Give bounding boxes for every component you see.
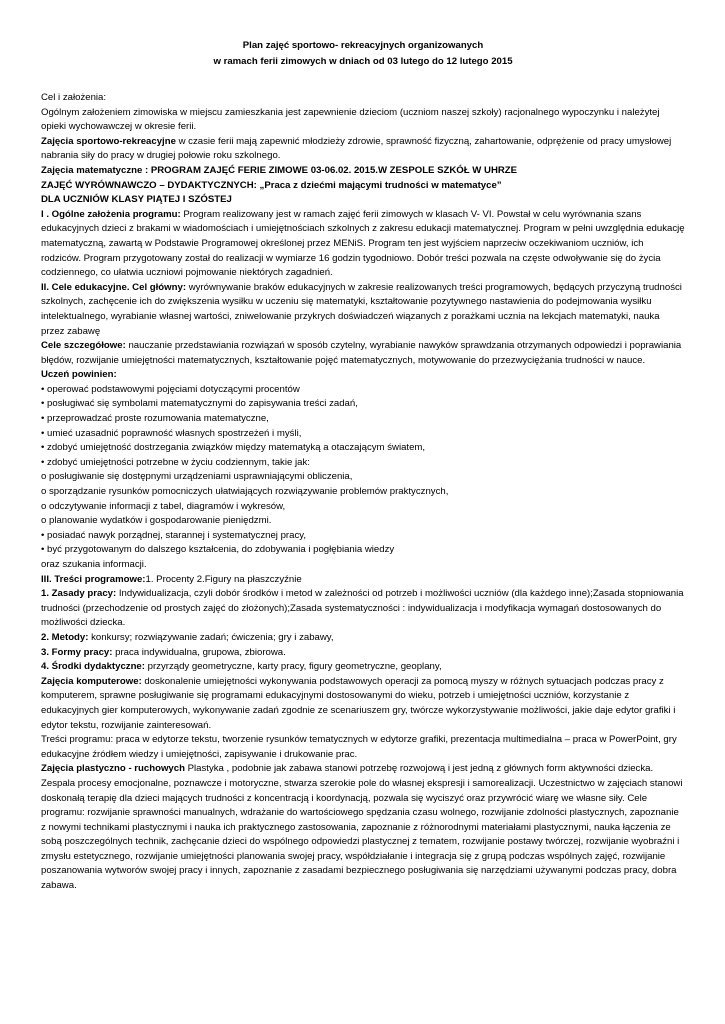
paragraph-text: Indywidualizacja, czyli dobór środków i metod w zależności od potrzeb i możliwości uczniów (dla każdego inne);Zasada stopniowania trudności (przechodzenie od prostych zajęć do złożonych);Zasada systematyczności : indywidualizacja i modyfikacja wymagań dostosowanych do możliwości dziecka.	[41, 588, 684, 629]
paragraph-text: • posiadać nawyk porządnej, starannej i systematycznej pracy,	[41, 529, 307, 541]
paragraph-text: praca indywidualna, grupowa, zbiorowa.	[112, 646, 286, 658]
paragraph-emphasis: II. Cele edukacyjne. Cel główny:	[41, 281, 187, 293]
paragraph-text: przyrządy geometryczne, karty pracy, figury geometryczne, geoplany,	[144, 661, 442, 673]
paragraph-emphasis: 3. Formy pracy:	[41, 646, 113, 658]
paragraph	[41, 631, 685, 646]
title-line-1: Plan zajęć sportowo- rekreacyjnych organizowanych	[242, 40, 484, 51]
paragraph-text: doskonalenie umiejętności wykonywania podstawowych operacji za pomocą myszy w różnych sytuacjach podczas pracy z komputerem, sprawne posługiwanie się programami edukacyjnymi dostosowanymi do wieku, potrzeb i umiejętności uczniów, korzystanie z edukacyjnych gier komputerowych, wykonywanie zadań zgodnie ze scenariuszem gry, twórcze wykorzystywanie możliwości, jakie daje edytor grafiki i edytor tekstu, rozwijanie zainteresowań.	[41, 675, 676, 731]
paragraph	[41, 179, 685, 194]
document-title	[41, 38, 685, 69]
paragraph-emphasis: Zajęcia matematyczne : PROGRAM ZAJĘĆ FERIE ZIMOWE 03-06.02. 2015.W ZESPOLE SZKÓŁ W UHRZE	[41, 164, 518, 176]
paragraph-text: nauczanie przedstawiania rozwiązań w sposób czytelny, wyrabianie nawyków sprawdzania otrzymanych odpowiedzi i poprawiania błędów, rozwijanie umiejętności matematycznych, kształtowanie pojęć matematycznych, motywowanie do przezwyciężania trudności w nauce.	[41, 340, 682, 366]
paragraph-text: w czasie ferii mają zapewnić młodzieży zdrowie, sprawność fizyczną, zahartowanie, odprężenie od pracy umysłowej nabrania siły do pracy w drugiej połowie roku szkolnego.	[41, 135, 672, 162]
paragraph-text: o odczytywanie informacji z tabel, diagramów i wykresów,	[41, 500, 286, 512]
paragraph-emphasis: I . Ogólne założenia programu:	[41, 208, 181, 220]
paragraph-text: o planowanie wydatków i gospodarowanie pieniędzmi.	[41, 515, 272, 527]
paragraph	[41, 573, 685, 588]
paragraph	[41, 646, 685, 661]
paragraph	[41, 733, 685, 762]
paragraph-text: • posługiwać się symbolami matematycznymi do zapisywania treści zadań,	[41, 398, 358, 410]
paragraph	[41, 660, 685, 675]
paragraph-text: • zdobyć umiejętność dostrzegania związków między matematyką a otaczającym światem,	[41, 442, 426, 454]
paragraph	[41, 135, 685, 164]
paragraph-text: Ogólnym założeniem zimowiska w miejscu zamieszkania jest zapewnienie dzieciom (uczniom naszej szkoły) racjonalnego wypoczynku i należytej opieki wychowawczej w okresie ferii.	[41, 106, 660, 133]
paragraph-text: Treści programu: praca w edytorze tekstu, tworzenie rysunków tematycznych w edytorze grafiki, prezentacja multimedialna – praca w PowerPoint, gry edukacyjne źródłem wiedzy i umiejętności, zapisywanie i drukowanie prac.	[41, 734, 677, 760]
paragraph-text: • przeprowadzać proste rozumowania matematyczne,	[41, 413, 269, 425]
paragraph-text: 1. Procenty 2.Figury na płaszczyźnie	[145, 573, 302, 585]
paragraph	[41, 762, 685, 893]
paragraph	[41, 281, 685, 339]
paragraph	[41, 529, 685, 544]
paragraph	[41, 500, 685, 515]
paragraph-text: konkursy; rozwiązywanie zadań; ćwiczenia; gry i zabawy,	[88, 631, 334, 643]
paragraph	[41, 543, 685, 558]
title-line-2: w ramach ferii zimowych w dniach od 03 lutego do 12 lutego 2015	[213, 55, 513, 67]
paragraph	[41, 587, 685, 631]
document-body	[41, 91, 685, 894]
paragraph-emphasis: ZAJĘĆ WYRÓWNAWCZO – DYDAKTYCZNYCH: „Praca z dziećmi mającymi trudności w matematyce”	[41, 179, 502, 191]
paragraph	[41, 470, 685, 485]
paragraph-emphasis: Zajęcia sportowo-rekreacyjne	[41, 135, 176, 147]
paragraph-emphasis: Zajęcia komputerowe:	[41, 675, 142, 687]
paragraph-text: Program realizowany jest w ramach zajęć ferii zimowych w klasach V- VI. Powstał w celu wyrównania szans edukacyjnych dzieci z brakami w wiadomościach i umiejętnościach szkolnych z zakresu edukacji matematycznej. Program w pełni uwzględnia edukację matematyczną, zawartą w Podstawie Programowej określonej przez MENiS. Program ten jest wyjściem naprzeciw oczekiwaniom uczniów, ich rodziców. Program przygotowany został do realizacji w wymiarze 16 godzin tygodniowo. Dobór treści pozwala na częste odwoływanie się do życia codziennego, co ułatwia uczniowi pojmowanie niektórych zagadnień.	[41, 208, 685, 279]
paragraph	[41, 558, 685, 573]
paragraph	[41, 412, 685, 427]
paragraph-text: • operować podstawowymi pojęciami dotyczącymi procentów	[41, 383, 300, 395]
paragraph	[41, 91, 685, 106]
paragraph	[41, 397, 685, 412]
paragraph	[41, 441, 685, 456]
paragraph	[41, 675, 685, 733]
paragraph-text: • umieć uzasadnić poprawność własnych spostrzeżeń i myśli,	[41, 427, 302, 439]
paragraph	[41, 485, 685, 500]
paragraph-text: o posługiwanie się dostępnymi urządzeniami usprawniającymi obliczenia,	[41, 471, 353, 483]
paragraph-emphasis: 2. Metody:	[41, 631, 89, 643]
paragraph-emphasis: Uczeń powinien:	[41, 369, 117, 381]
paragraph	[41, 164, 685, 179]
paragraph	[41, 193, 685, 208]
paragraph	[41, 208, 685, 281]
paragraph	[41, 456, 685, 471]
paragraph-emphasis: DLA UCZNIÓW KLASY PIĄTEJ I SZÓSTEJ	[41, 194, 232, 206]
paragraph-text: Cel i założenia:	[41, 92, 107, 103]
paragraph-text: • zdobyć umiejętności potrzebne w życiu codziennym, takie jak:	[41, 456, 310, 468]
paragraph	[41, 383, 685, 398]
paragraph	[41, 106, 685, 135]
paragraph-text: oraz szukania informacji.	[41, 559, 147, 570]
paragraph-text: Plastyka , podobnie jak zabawa stanowi potrzebę rozwojową i jest jedną z głównych form aktywności dziecka. Zespala procesy emocjonalne, poznawcze i motoryczne, stwarza szerokie pole do własnej ekspresji i samorealizacji. Uczestnictwo w zajęciach stanowi doskonałą terapię dla dzieci mających trudności z koncentracją i koordynacją, pozwala się wyciszyć oraz przywrócić wiarę we własne siły. Cele programu: rozwijanie sprawności manualnych, wdrażanie do wartościowego spędzania czasu wolnego, rozwijanie zdolności plastycznych, zapoznanie z nowymi technikami plastycznymi i nauka ich praktycznego zastosowania, zapoznanie z różnorodnymi materiałami plastycznymi, nauka łączenia ze sobą poszczególnych technik, zachęcanie dzieci do wspólnego odpowiedzi plastycznej z tematem, rozwijanie postawy twórczej, rozwijanie wyobraźni i zmysłu estetycznego, rozwijanie umiejętności planowania swojej pracy, współdziałanie i integracja się z grupą podczas wspólnych zajęć, rozwijanie poszanowania wytworów swojej pracy i innych, zapoznanie z zasadami bezpiecznego posługiwania się narzędziami używanymi podczas pracy, dobra zabawa.	[41, 763, 683, 892]
paragraph	[41, 339, 685, 368]
paragraph	[41, 368, 685, 383]
paragraph-text: wyrównywanie braków edukacyjnych w zakresie realizowanych treści programowych, będących przyczyną trudności szkolnych, zachęcenie ich do zwiększenia wysiłku w uczeniu się matematyki, kształtowanie pozytywnego nastawienia do podejmowania wysiłku intelektualnego, wyrabianie własnej wartości, zniwelowanie przykrych doświadczeń wiązanych z porażkami ucznia na lekcjach matematyki, nauka przez zabawę	[41, 281, 682, 337]
paragraph-emphasis: III. Treści programowe:	[41, 573, 146, 585]
paragraph-emphasis: Cele szczegółowe:	[41, 340, 126, 352]
paragraph	[41, 514, 685, 529]
paragraph	[41, 427, 685, 442]
paragraph-emphasis: 1. Zasady pracy:	[41, 588, 117, 600]
paragraph-emphasis: Zajęcia plastyczno - ruchowych	[41, 763, 185, 775]
paragraph-text: o sporządzanie rysunków pomocniczych ułatwiających rozwiązywanie problemów praktycznych,	[41, 486, 449, 498]
paragraph-text: • być przygotowanym do dalszego kształcenia, do zdobywania i pogłębiania wiedzy	[41, 544, 395, 556]
paragraph-emphasis: 4. Środki dydaktyczne:	[41, 661, 145, 673]
